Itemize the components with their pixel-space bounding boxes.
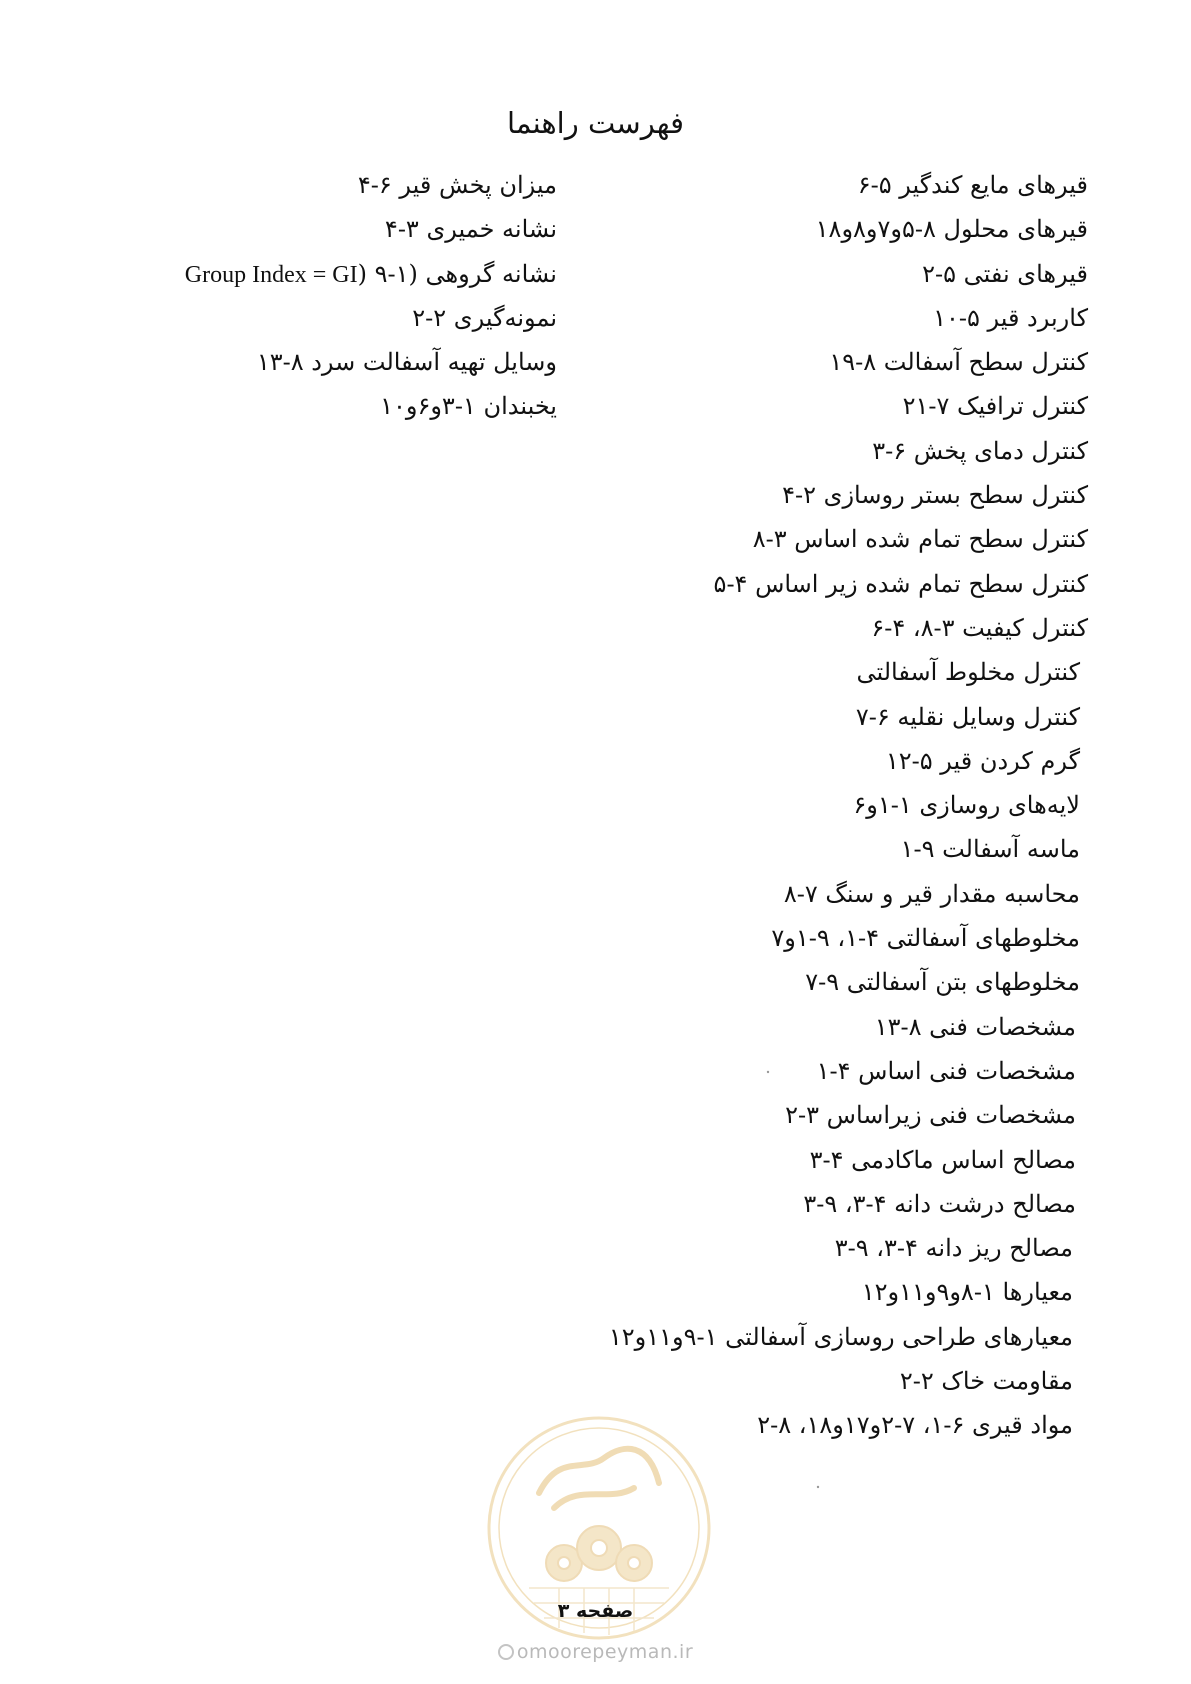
index-entry: کاربرد قیر ۵-۱۰ [933,303,1088,332]
index-entry: معیارها ۱-۸و۹و۱۱و۱۲ [861,1278,1073,1307]
index-entry-group-index [185,252,557,296]
index-entry: نشانه خمیری ۳-۴ [384,215,557,244]
index-entry: محاسبه مقدار قیر و سنگ ۷-۸ [783,879,1080,908]
brand-script-mark [539,1449,659,1508]
index-entry: مشخصات فنی زیراساس ۳-۲ [785,1101,1076,1130]
index-entry: مخلوطهای آسفالتی ۴-۱، ۹-۱و۷ [771,924,1080,953]
index-entry: یخبندان ۱-۳و۶و۱۰ [380,392,557,421]
index-entry: مشخصات فنی اساس ۴-۱ [816,1056,1076,1085]
index-entry: میزان پخش قیر ۶-۴ [357,171,557,199]
site-watermark [0,1641,1191,1663]
index-entry: نمونه‌گیری ۲-۲ [412,303,557,332]
index-entry: مواد قیری ۶-۱، ۷-۲و۱۷و۱۸، ۸-۲ [757,1411,1073,1440]
site-watermark-text: omoorepeyman.ir [516,1641,694,1663]
index-entry: قیرهای محلول ۸-۵و۷و۸و۱۸ [815,215,1088,244]
index-entry: لایه‌های روسازی ۱-۱و۶ [853,791,1080,820]
index-entry: مصالح ریز دانه ۴-۳، ۹-۳ [834,1234,1073,1263]
index-entry: مصالح درشت دانه ۴-۳، ۹-۳ [803,1189,1076,1218]
at-sign-icon [498,1644,514,1660]
page-title: فهرست راهنما [507,106,684,140]
index-entry: کنترل کیفیت ۳-۸، ۴-۶ [871,613,1088,642]
page-number: صفحه ۳ [557,1600,634,1622]
index-entry: مصالح اساس ماکادمی ۴-۳ [809,1145,1076,1174]
index-entry: مخلوطهای بتن آسفالتی ۹-۷ [805,968,1080,997]
index-entry: مقاومت خاک ۲-۲ [899,1367,1073,1396]
index-entry: وسایل تهیه آسفالت سرد ۸-۱۳ [256,348,557,377]
index-entry-latin: Group Index = GI [184,261,358,288]
index-entry: کنترل وسایل نقلیه ۶-۷ [855,702,1080,731]
index-entry: کنترل سطح بستر روسازی ۲-۴ [782,481,1088,510]
index-entry: کنترل ترافیک ۷-۲۱ [902,392,1088,421]
index-entry: قیرهای نفتی ۵-۲ [922,259,1088,288]
index-column-left [185,163,557,429]
index-entry: مشخصات فنی ۸-۱۳ [874,1012,1076,1041]
index-entry: کنترل مخلوط آسفالتی [856,658,1080,687]
index-entry: کنترل سطح آسفالت ۸-۱۹ [829,348,1088,377]
index-column-right [609,163,1088,1448]
index-entry: کنترل سطح تمام شده زیر اساس ۴-۵ [713,569,1088,598]
index-entry: کنترل سطح تمام شده اساس ۳-۸ [752,525,1088,554]
index-entry: گرم کردن قیر ۵-۱۲ [885,746,1080,775]
gear-icon [546,1526,652,1581]
index-entry-tail: ) ۹-۱ [357,259,409,288]
index-entry: معیارهای طراحی روسازی آسفالتی ۱-۹و۱۱و۱۲ [608,1322,1073,1351]
index-entry: ماسه آسفالت ۹-۱ [900,835,1080,864]
index-entry: قیرهای مایع کندگیر ۵-۶ [857,171,1088,199]
index-entry: کنترل دمای پخش ۶-۳ [872,436,1088,465]
index-entry-fa: نشانه گروهی ( [408,259,557,288]
